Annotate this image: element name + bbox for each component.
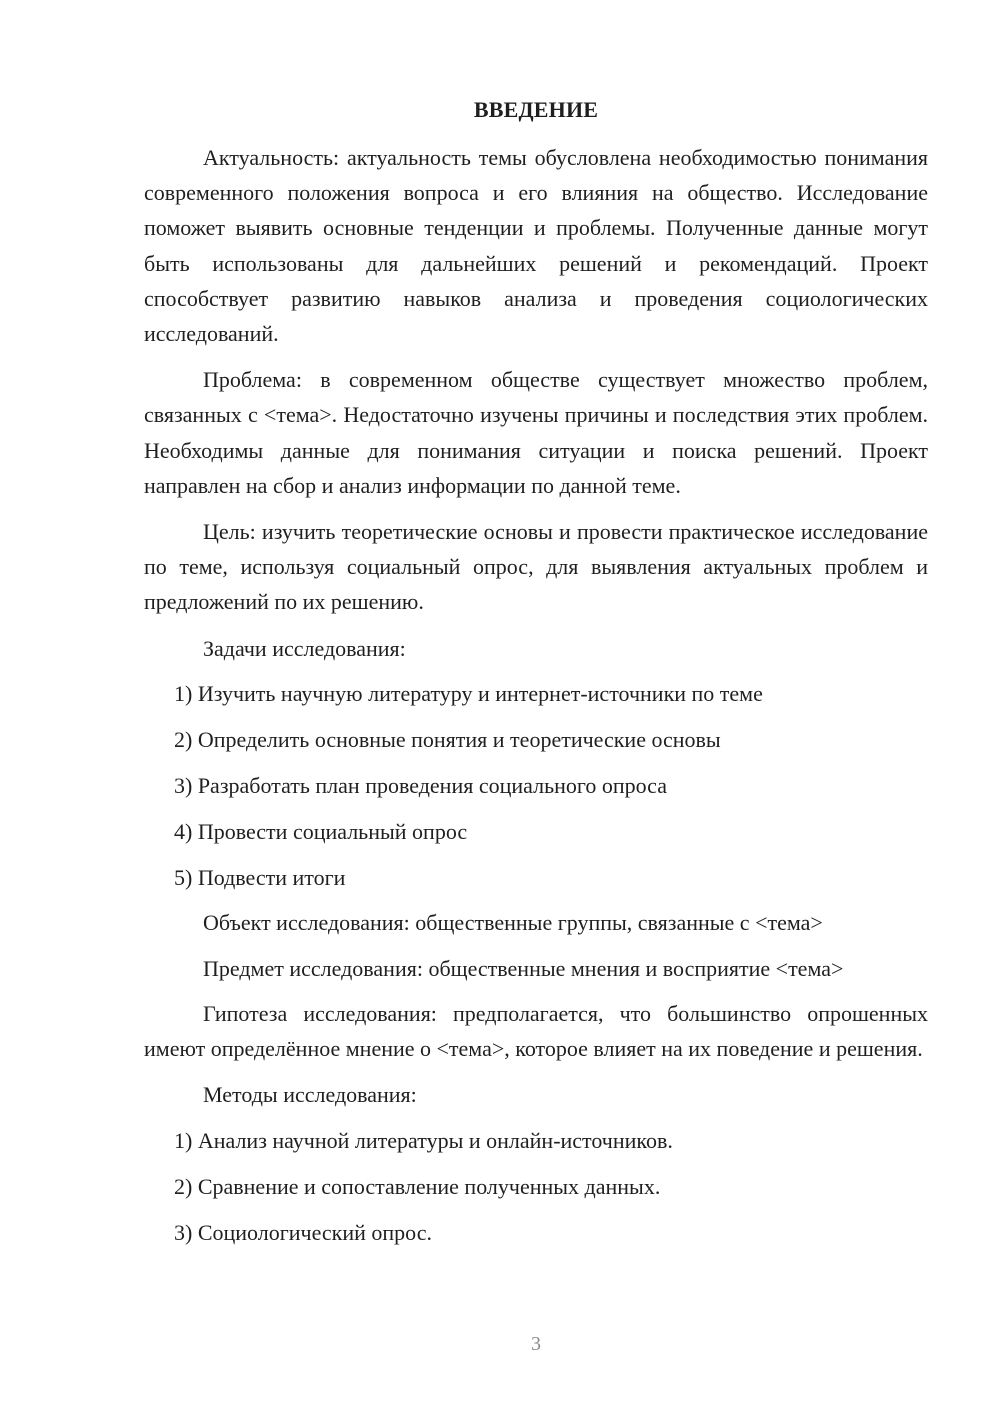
methods-list xyxy=(144,1123,928,1250)
page-title: ВВЕДЕНИЕ xyxy=(473,97,599,122)
tasks-list xyxy=(144,676,928,894)
object-paragraph: Объект исследования: общественные группы, связанные с <тема> xyxy=(203,910,823,936)
relevance-paragraph: Актуальность: актуальность темы обусловлена необходимостью понимания современного положения вопроса и его влияния на общество. Исследование поможет выявить основные тенденции и проблемы. Полученные данные могут быть использованы для дальнейших решений и рекомендаций. Проект способствует развитию навыков анализа и проведения социологических исследований. xyxy=(144,145,928,347)
method-item: 1) Анализ научной литературы и онлайн-источников. xyxy=(174,1128,673,1154)
task-item: 4) Провести социальный опрос xyxy=(174,818,468,844)
task-item: 2) Определить основные понятия и теоретические основы xyxy=(174,727,721,753)
page-number: 3 xyxy=(531,1333,541,1355)
method-item: 2) Сравнение и сопоставление полученных данных. xyxy=(174,1173,661,1199)
task-item: 3) Разработать план проведения социального опроса xyxy=(174,773,667,799)
document-body xyxy=(144,140,928,1260)
subject-paragraph: Предмет исследования: общественные мнения и восприятие <тема> xyxy=(203,955,844,981)
task-item: 5) Подвести итоги xyxy=(174,864,346,890)
methods-label: Методы исследования: xyxy=(203,1082,417,1108)
task-item: 1) Изучить научную литературу и интернет-источники по теме xyxy=(174,681,763,707)
method-item: 3) Социологический опрос. xyxy=(174,1219,432,1245)
goal-paragraph: Цель: изучить теоретические основы и провести практическое исследование по теме, используя социальный опрос, для выявления актуальных проблем и предложений по их решению. xyxy=(144,519,928,615)
tasks-label: Задачи исследования: xyxy=(203,635,406,661)
hypothesis-paragraph: Гипотеза исследования: предполагается, что большинство опрошенных имеют определённое мнение о <тема>, которое влияет на их поведение и решения. xyxy=(144,1000,928,1062)
problem-paragraph: Проблема: в современном обществе существует множество проблем, связанных с <тема>. Недостаточно изучены причины и последствия этих проблем. Необходимы данные для понимания ситуации и поиска решений. Проект направлен на сбор и анализ информации по данной теме. xyxy=(144,367,928,498)
